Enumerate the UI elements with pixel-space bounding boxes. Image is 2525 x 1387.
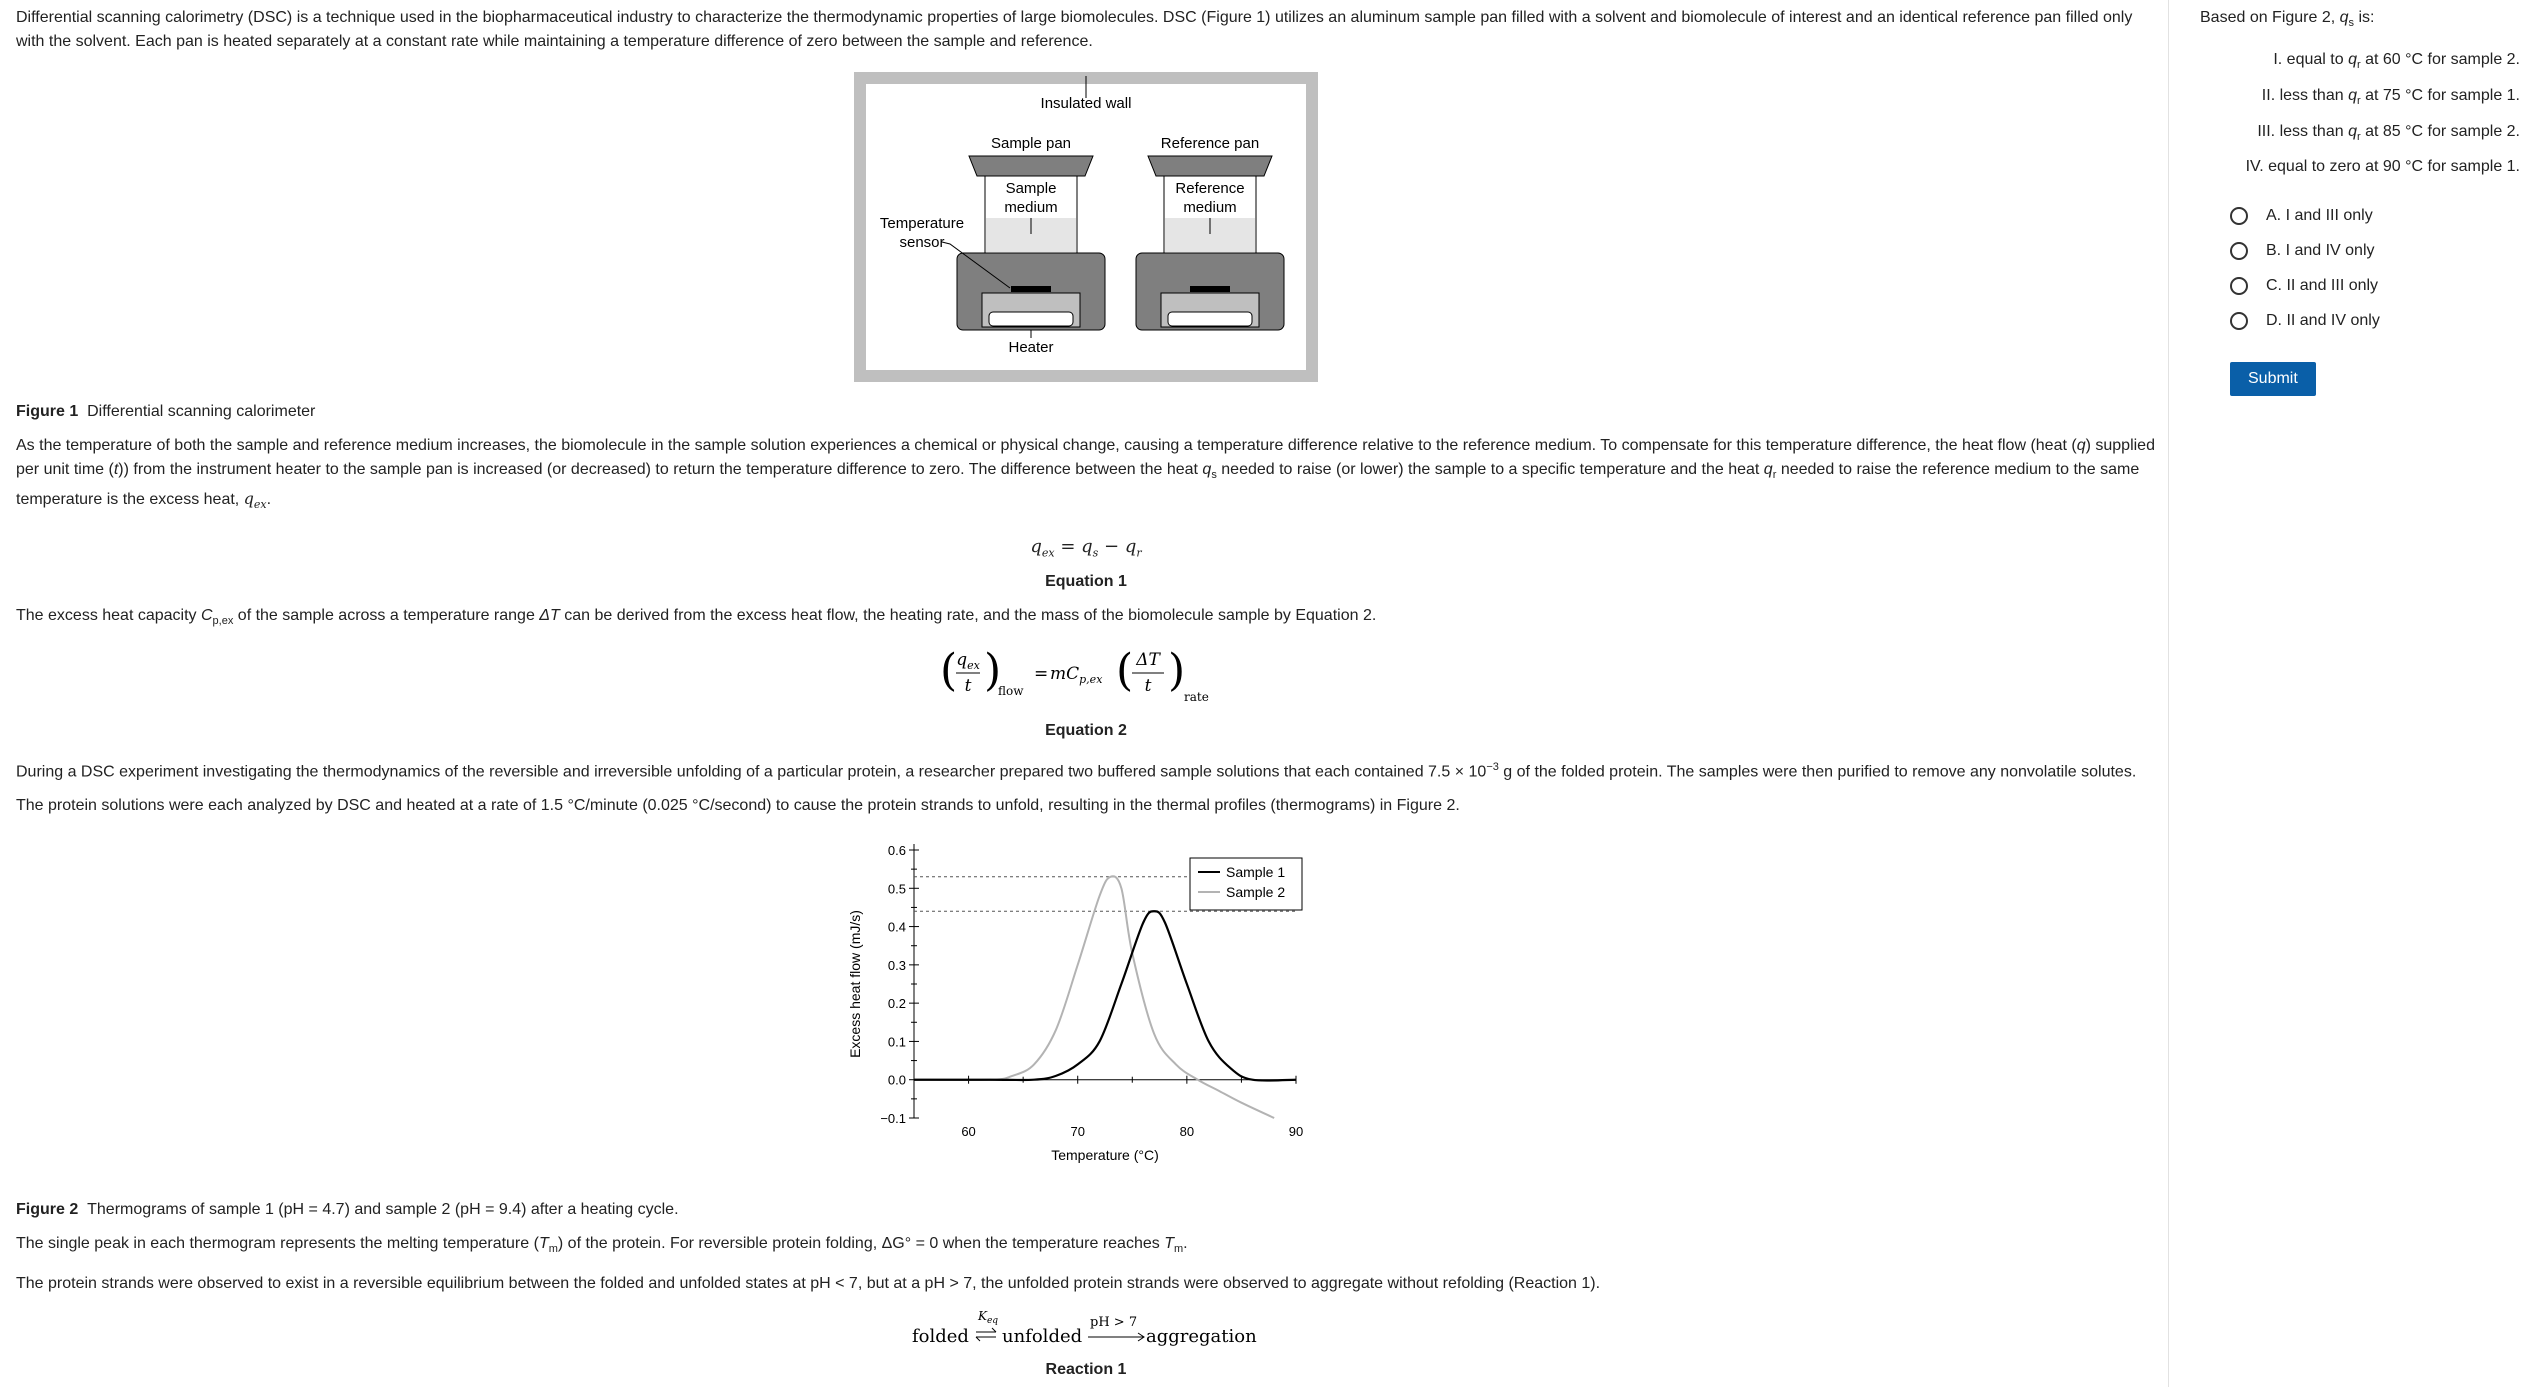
svg-text:Keq: $K_{eq}$ xyxy=(978,1308,999,1326)
figure-2-caption xyxy=(16,1198,2156,1222)
statement-4: IV. equal to zero at 90 °C for sample 1. xyxy=(2245,158,2520,176)
series-line-sample-1 xyxy=(914,912,1296,1081)
insulated-wall-label: Insulated wall xyxy=(1040,95,1132,112)
y-tick-label: 0.6 xyxy=(887,843,906,859)
sample-pan-label: Sample pan xyxy=(990,135,1072,152)
sample-medium-label-1: Sample xyxy=(1005,180,1057,197)
equation-2-label: Equation 2 xyxy=(1045,722,1127,740)
choice-a-radio[interactable] xyxy=(2230,207,2248,225)
svg-text:flow: flow xyxy=(998,684,1024,699)
x-tick-label: 70 xyxy=(1070,1124,1085,1140)
temperature-sensor-label-2: sensor xyxy=(899,234,945,251)
y-tick-label: 0.4 xyxy=(887,920,906,936)
equilibrium-paragraph: The protein strands were observed to exist in a reversible equilibrium between the folded and unfolded states at pH < 7, but at a pH > 7, the unfolded protein strands were observed to aggregate without refolding (Reaction 1). xyxy=(16,1274,1601,1292)
equation-1: $q_{ex} = q_s - q_r$ Equation 1 xyxy=(16,535,2156,594)
reaction-1-label: Reaction 1 xyxy=(1045,1360,1127,1378)
question-stem: Based on Figure 2, $q_s$ is: xyxy=(2200,9,2375,30)
reference-medium-label-1: Reference xyxy=(1175,180,1245,197)
reference-pan-label: Reference pan xyxy=(1160,135,1260,152)
series-line-sample-2 xyxy=(914,877,1274,1119)
experiment-paragraph: During a DSC experiment investigating the thermodynamics of the reversible and irreversible unfolding of a particular protein, a researcher prepared two buffered sample solutions that each contained $7.5 \times 10^{-3}$ g of the folded protein. The samples were then purified to remove any nonvolatile solutes. xyxy=(16,761,2137,781)
statements-list xyxy=(2200,45,2520,182)
svg-text:qex: $q_{ex}$ xyxy=(956,650,980,673)
equation-1-label: Equation 1 xyxy=(1045,572,1127,590)
equation-2-graphic xyxy=(936,643,1236,707)
heat-capacity-paragraph: The excess heat capacity $C_{p,ex}$ of the sample across a temperature range ΔT can be derived from the excess heat flow, the heating rate, and the mass of the biomolecule sample by Equation 2. xyxy=(16,606,1377,628)
svg-text:unfolded: unfolded xyxy=(1002,1325,1083,1347)
passage xyxy=(16,6,2156,1382)
svg-text:): ) xyxy=(1168,645,1186,697)
svg-text:=: = xyxy=(1034,664,1049,685)
column-divider xyxy=(2168,0,2169,1387)
y-tick-label: 0.2 xyxy=(887,996,906,1012)
svg-text:folded: folded xyxy=(912,1325,969,1347)
answer-choices xyxy=(2200,204,2520,333)
svg-text:(: ( xyxy=(940,645,958,697)
x-tick-label: 60 xyxy=(961,1124,976,1140)
choice-a-label: A. I and III only xyxy=(2266,206,2373,224)
intro-paragraph: Differential scanning calorimetry (DSC) is a technique used in the biopharmaceutical industry to characterize the thermodynamic properties of large biomolecules. DSC (Figure 1) utilizes an aluminum sample pan filled with a solvent and biomolecule of interest and an identical reference pan filled only with the solvent. Each pan is heated separately at a constant rate while maintaining a temperature difference of zero between the sample and reference. xyxy=(16,9,2133,50)
legend-label: Sample 1 xyxy=(1226,864,1286,881)
statement-2: II. less than $q_r$ at 75 °C for sample 1. xyxy=(2261,86,2520,108)
x-tick-label: 80 xyxy=(1179,1124,1195,1140)
y-tick-label: 0.3 xyxy=(887,958,906,974)
statement-1: I. equal to $q_r$ at 60 °C for sample 2. xyxy=(2273,51,2520,72)
svg-text:aggregation: aggregation xyxy=(1146,1325,1257,1347)
figure-1-caption-text: Differential scanning calorimeter xyxy=(87,403,316,420)
temperature-sensor-label-1: Temperature xyxy=(879,215,965,232)
choice-d-label: D. II and IV only xyxy=(2266,311,2380,329)
svg-text:): ) xyxy=(984,645,1002,697)
svg-text:rate: rate xyxy=(1184,690,1209,705)
svg-text:t: t xyxy=(964,676,972,697)
choice-a[interactable] xyxy=(2200,204,2520,228)
analysis-paragraph: The protein solutions were each analyzed by DSC and heated at a rate of 1.5 °C/minute (0.025 °C/second) to cause the protein strands to unfold, resulting in the thermal profiles (thermograms) in Figure 2. xyxy=(16,797,1460,815)
choice-c-label: C. II and III only xyxy=(2266,276,2379,294)
y-axis-label: Excess heat flow (mJ/s) xyxy=(847,910,863,1059)
figure-2-caption-text: Thermograms of sample 1 (pH = 4.7) and sample 2 (pH = 9.4) after a heating cycle. xyxy=(87,1201,679,1219)
choice-b-radio[interactable] xyxy=(2230,242,2248,260)
reaction-1 xyxy=(16,1306,2156,1382)
x-axis-label: Temperature (°C) xyxy=(1051,1147,1159,1164)
y-tick-label: −0.1 xyxy=(880,1111,906,1127)
reference-medium-label-2: medium xyxy=(1183,199,1237,216)
equation-2 xyxy=(16,643,2156,743)
choice-c-radio[interactable] xyxy=(2230,277,2248,295)
svg-text:ΔT: ΔT xyxy=(1136,650,1160,671)
svg-text:mCp,ex: $mC_{p,ex}$ xyxy=(1050,664,1103,687)
reaction-1-graphic xyxy=(906,1306,1266,1350)
choice-b[interactable] xyxy=(2200,239,2520,263)
choice-c[interactable] xyxy=(2200,274,2520,298)
y-tick-label: 0.1 xyxy=(887,1034,906,1050)
figure-1-caption xyxy=(16,400,2156,424)
sample-medium-label-2: medium xyxy=(1004,199,1058,216)
x-tick-label: 90 xyxy=(1288,1124,1304,1140)
figure-1-calorimeter-diagram xyxy=(854,72,1318,382)
statement-3: III. less than $q_r$ at 85 °C for sample 2. xyxy=(2257,122,2520,143)
choice-b-label: B. I and IV only xyxy=(2266,241,2375,259)
melting-temperature-paragraph: The single peak in each thermogram represents the melting temperature $(T_m)$ of the protein. For reversible protein folding, ΔG° = 0 when the temperature reaches $T_m$. xyxy=(16,1235,1188,1256)
heat-flow-paragraph: As the temperature of both the sample and reference medium increases, the biomolecule in the sample solution experiences a chemical or physical change, causing a temperature difference relative to the reference medium. To compensate for this temperature difference, the heat flow (heat (q) supplied per unit time (t)) from the instrument heater to the sample pan is increased (or decreased) to return the temperature difference to zero. The difference between the heat $q_s$ needed to raise (or lower) the sample to a specific temperature and the heat $q_r$ needed to raise the reference medium to the same temperature is the excess heat, $q_{ex}$. xyxy=(16,437,2155,512)
svg-text:t: t xyxy=(1144,676,1152,697)
choice-d[interactable] xyxy=(2200,309,2520,333)
figure-1-caption-label: Figure 1 xyxy=(16,403,79,420)
heater-label: Heater xyxy=(1008,339,1054,356)
y-tick-label: 0.0 xyxy=(887,1073,906,1089)
choice-d-radio[interactable] xyxy=(2230,312,2248,330)
legend-label: Sample 2 xyxy=(1226,884,1286,901)
y-tick-label: 0.5 xyxy=(887,881,906,897)
figure-2-thermogram-chart xyxy=(846,830,1326,1190)
svg-text:(: ( xyxy=(1116,645,1134,697)
svg-text:pH > 7: pH > 7 xyxy=(1090,1314,1138,1330)
submit-button[interactable]: Submit xyxy=(2230,362,2316,396)
question-panel xyxy=(2200,6,2520,396)
figure-2-caption-label: Figure 2 xyxy=(16,1201,79,1219)
